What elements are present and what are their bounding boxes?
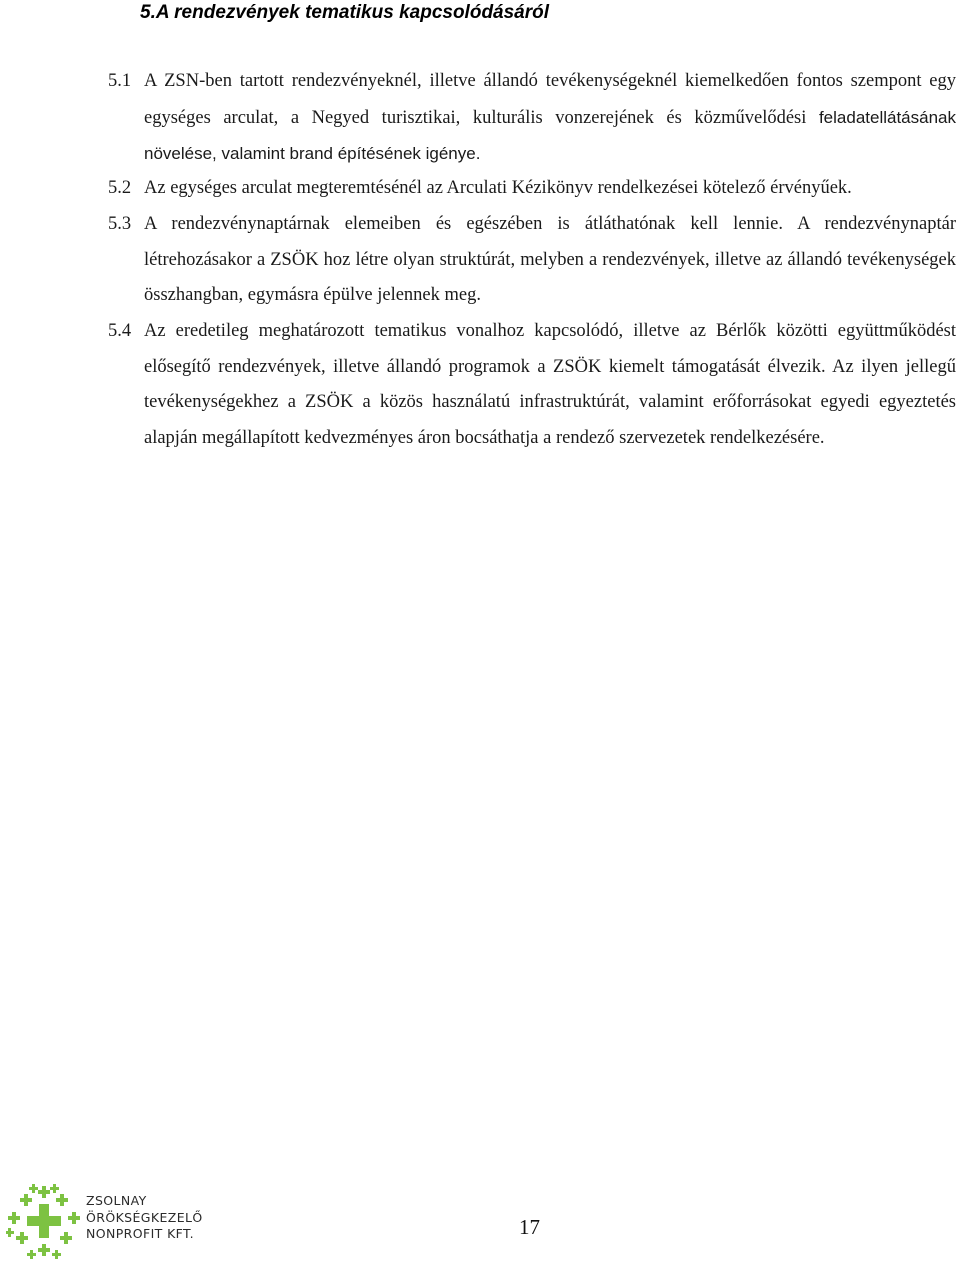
paragraph-5-1 xyxy=(108,64,956,173)
paragraph-text: A ZSN-ben tartott rendezvényeknél, illetve állandó tevékenységeknél kiemelkedően fontos szempont egy egységes arculat, a Negyed turisztikai, kulturális vonzerejének és közművelődési feladatellátásának növelése, valamint brand építésének igénye. xyxy=(144,71,956,163)
paragraph-5-4 xyxy=(108,314,956,456)
paragraph-text: A rendezvénynaptárnak elemeiben és egészében is átláthatónak kell lennie. A rendezvénynaptár létrehozásakor a ZSÖK hoz létre olyan struktúrát, melyben a rendezvények, illetve az állandó tevékenységek összhangban, egymásra épülve jelennek meg. xyxy=(144,214,956,305)
paragraph-number: 5.1 xyxy=(108,71,132,91)
logo-text xyxy=(86,1193,203,1243)
company-logo xyxy=(6,1182,206,1262)
paragraph-text: Az egységes arculat megteremtésénél az Arculati Kézikönyv rendelkezései kötelező érvényűek. xyxy=(144,178,852,198)
page-number: 17 xyxy=(519,1215,540,1239)
paragraph-text-sans: feladatellátásának növelése, valamint brand építésének igénye. xyxy=(144,107,956,163)
paragraph-number: 5.4 xyxy=(108,321,132,341)
green-cross-pattern-logo-icon xyxy=(6,1182,84,1262)
paragraph-text: Az eredetileg meghatározott tematikus vonalhoz kapcsolódó, illetve az Bérlők közötti együttműködést elősegítő rendezvények, illetve állandó programok a ZSÖK kiemelt támogatását élvezik. Az ilyen jellegű tevékenységekhez a ZSÖK a közös használatú infrastruktúrát, valamint erőforrásokat egyedi egyeztetés alapján megállapított kedvezményes áron bocsáthatja a rendező szervezetek rendelkezésére. xyxy=(144,321,956,448)
paragraph-5-2 xyxy=(108,171,956,207)
paragraph-number: 5.3 xyxy=(108,214,132,234)
logo-line-2: ÖRÖKSÉGKEZELŐ xyxy=(86,1209,203,1225)
paragraph-number: 5.2 xyxy=(108,178,132,198)
logo-line-3: NONPROFIT KFT. xyxy=(86,1226,194,1241)
section-heading: 5.A rendezvények tematikus kapcsolódásáról xyxy=(140,2,550,23)
paragraph-5-3 xyxy=(108,207,956,314)
logo-line-1: ZSOLNAY xyxy=(86,1193,147,1208)
